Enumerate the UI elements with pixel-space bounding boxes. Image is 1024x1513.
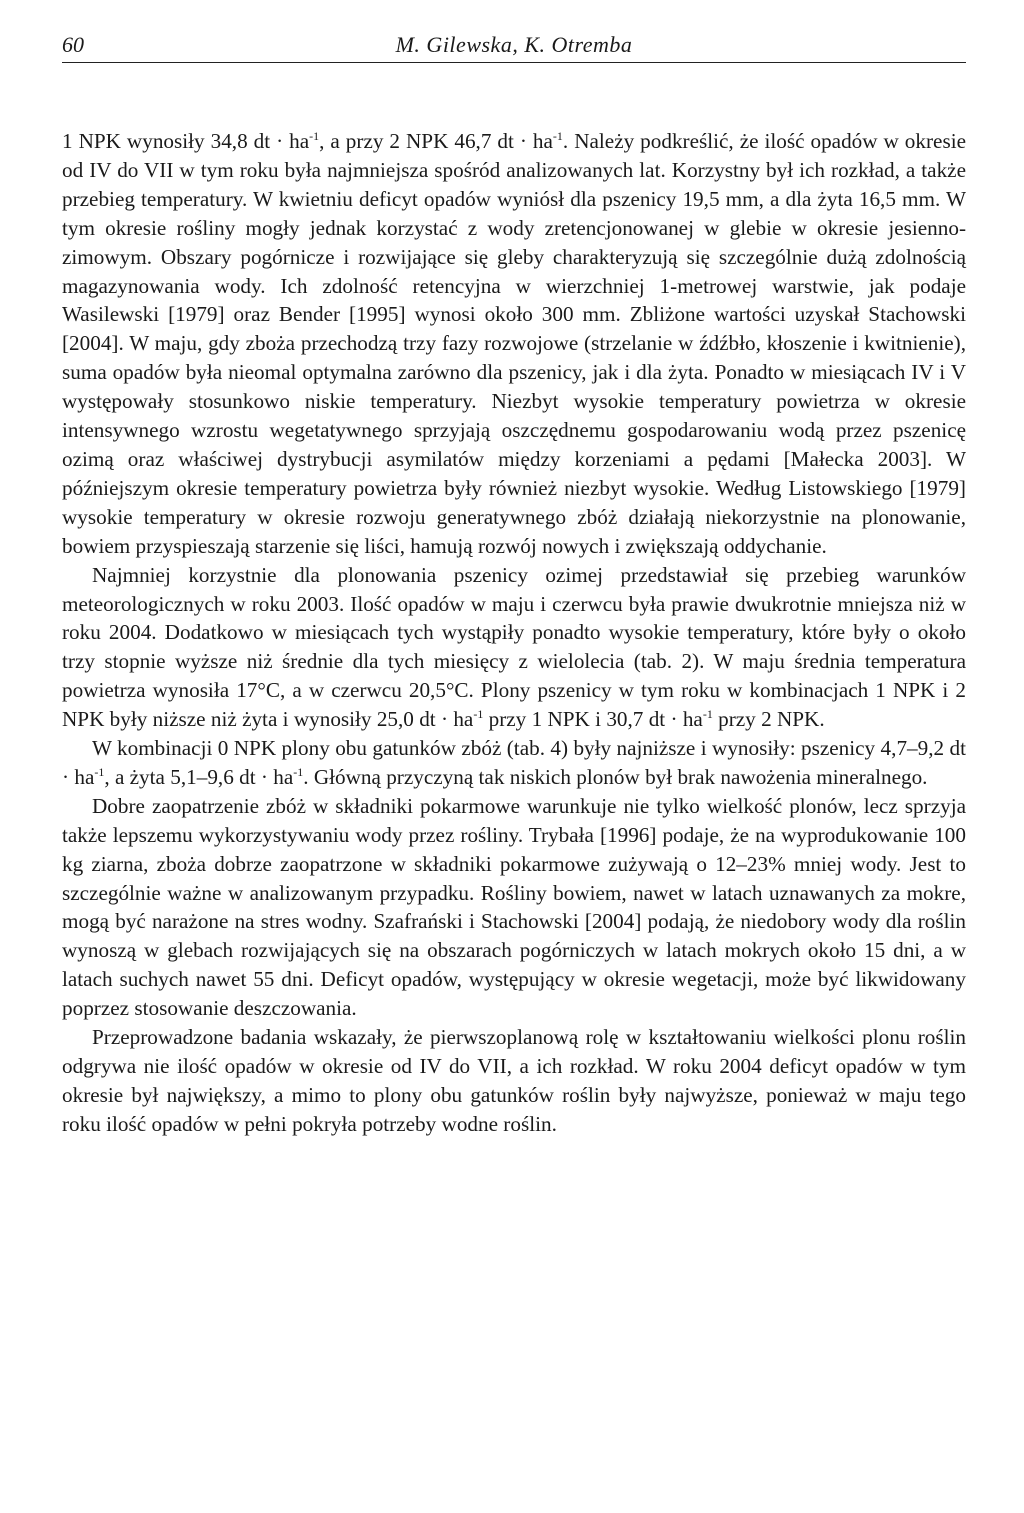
superscript: -1 — [552, 129, 563, 143]
text-run: . Główną przyczyną tak niskich plonów był brak nawożenia mineralnego. — [303, 764, 928, 789]
text-run: W kombinacji 0 NPK plony obu gatunków zbóż (tab. 4) były najniższe i wynosiły: pszenicy 4,7–9,2 dt · ha — [62, 736, 966, 789]
text-run: przy 1 NPK i 30,7 dt · ha — [483, 707, 703, 732]
paragraph — [62, 734, 966, 792]
text-run: Najmniej korzystnie dla plonowania pszenicy ozimej przedstawiał się przebieg warunków meteorologicznych w roku 2003. Ilość opadów w maju i czerwcu była prawie dwukrotnie mniejsza niż w roku 2004. Dodatkowo w miesiącach tych wystąpiły ponadto wysokie temperatury, które były o około trzy stopnie wyższe niż średnie dla tych miesięcy z wielolecia (tab. 2). W maju średnia temperatura powietrza wynosiła 17°C, a w czerwcu 20,5°C. Plony pszenicy w tym roku w kombinacjach 1 NPK i 2 NPK były niższe niż żyta i wynosiły 25,0 dt · ha — [62, 562, 966, 732]
text-run: Przeprowadzone badania wskazały, że pierwszoplanową rolę w kształtowaniu wielkości plonu roślin odgrywa nie ilość opadów w okresie od IV do VII, a ich rozkład. W roku 2004 deficyt opadów w tym okresie był największy, a mimo to plony obu gatunków roślin były najwyższe, ponieważ w maju tego roku ilość opadów w pełni pokryła potrzeby wodne roślin. — [62, 1025, 966, 1136]
text-run: , a przy 2 NPK 46,7 dt · ha — [319, 129, 553, 153]
paragraph — [62, 561, 966, 734]
text-run: , a żyta 5,1–9,6 dt · ha — [104, 764, 294, 789]
paragraph — [62, 792, 966, 1023]
superscript: -1 — [293, 764, 304, 779]
paragraph — [62, 127, 966, 561]
text-run: 1 NPK wynosiły 34,8 dt · ha — [62, 129, 310, 153]
text-run: przy 2 NPK. — [712, 707, 825, 732]
text-run: . Należy podkreślić, że ilość opadów w okresie od IV do VII w tym roku była najmniejsza spośród analizowanych lat. Korzystny był ich rozkład, a także przebieg temperatury. W kwietniu deficyt opadów wyniósł dla pszenicy 19,5 mm, a dla żyta 16,5 mm. W tym okresie rośliny mogły jednak korzystać z wody zretencjonowanej w glebie w okresie jesienno-zimowym. Obszary pogórnicze i rozwijające się gleby charakteryzują się szczególnie dużą zdolnością magazynowania wody. Ich zdolność retencyjna w wierzchniej 1-metrowej warstwie, jak podaje Wasilewski [1979] oraz Bender [1995] wynosi około 300 mm. Zbliżone wartości uzyskał Stachowski [2004]. W maju, gdy zboża przechodzą trzy fazy rozwojowe (strzelanie w źdźbło, kłoszenie i kwitnienie), suma opadów była nieomal optymalna zarówno dla pszenicy, jak i dla żyta. Ponadto w miesiącach IV i V występowały stosunkowo niskie temperatury. Niezbyt wysokie temperatury powietrza w okresie intensywnego wzrostu wegetatywnego sprzyjają oszczędnemu gospodarowaniu wodą przez pszenicę ozimą oraz właściwej dystrybucji asymilatów między korzeniami a pędami [Małecka 2003]. W późniejszym okresie temperatury powietrza były również niezbyt wysokie. Według Listowskiego [1979] wysokie temperatury w okresie rozwoju generatywnego zbóż działają niekorzystnie na plonowanie, bowiem przyspieszają starzenie się liści, hamują rozwój nowych i zwiększają oddychanie. — [62, 129, 966, 558]
document-page — [62, 28, 966, 1139]
page-number: 60 — [62, 32, 84, 57]
text-run: Dobre zaopatrzenie zbóż w składniki pokarmowe warunkuje nie tylko wielkość plonów, lecz sprzyja także lepszemu wykorzystywaniu wody przez rośliny. Trybała [1996] podaje, że na wyprodukowanie 100 kg ziarna, zboża dobrze zaopatrzone w składniki pokarmowe zużywają o 12–23% mniej wody. Jest to szczególnie ważne w analizowanym przypadku. Rośliny bowiem, nawet w latach uznawanych za mokre, mogą być narażone na stres wodny. Szafrański i Stachowski [2004] podają, że niedobory wody dla roślin wynoszą w glebach rozwijających się na obszarach pogórniczych w latach mokrych około 15 dni, a w latach suchych nawet 55 dni. Deficyt opadów, występujący w okresie wegetacji, może być likwidowany poprzez stosowanie deszczowania. — [62, 793, 966, 1021]
running-header — [62, 28, 966, 63]
superscript: -1 — [473, 707, 484, 722]
body-text — [62, 127, 966, 1139]
superscript: -1 — [94, 764, 105, 779]
paragraph — [62, 1023, 966, 1139]
superscript: -1 — [309, 129, 320, 143]
superscript: -1 — [702, 707, 713, 722]
running-title: M. Gilewska, K. Otremba — [395, 32, 633, 57]
